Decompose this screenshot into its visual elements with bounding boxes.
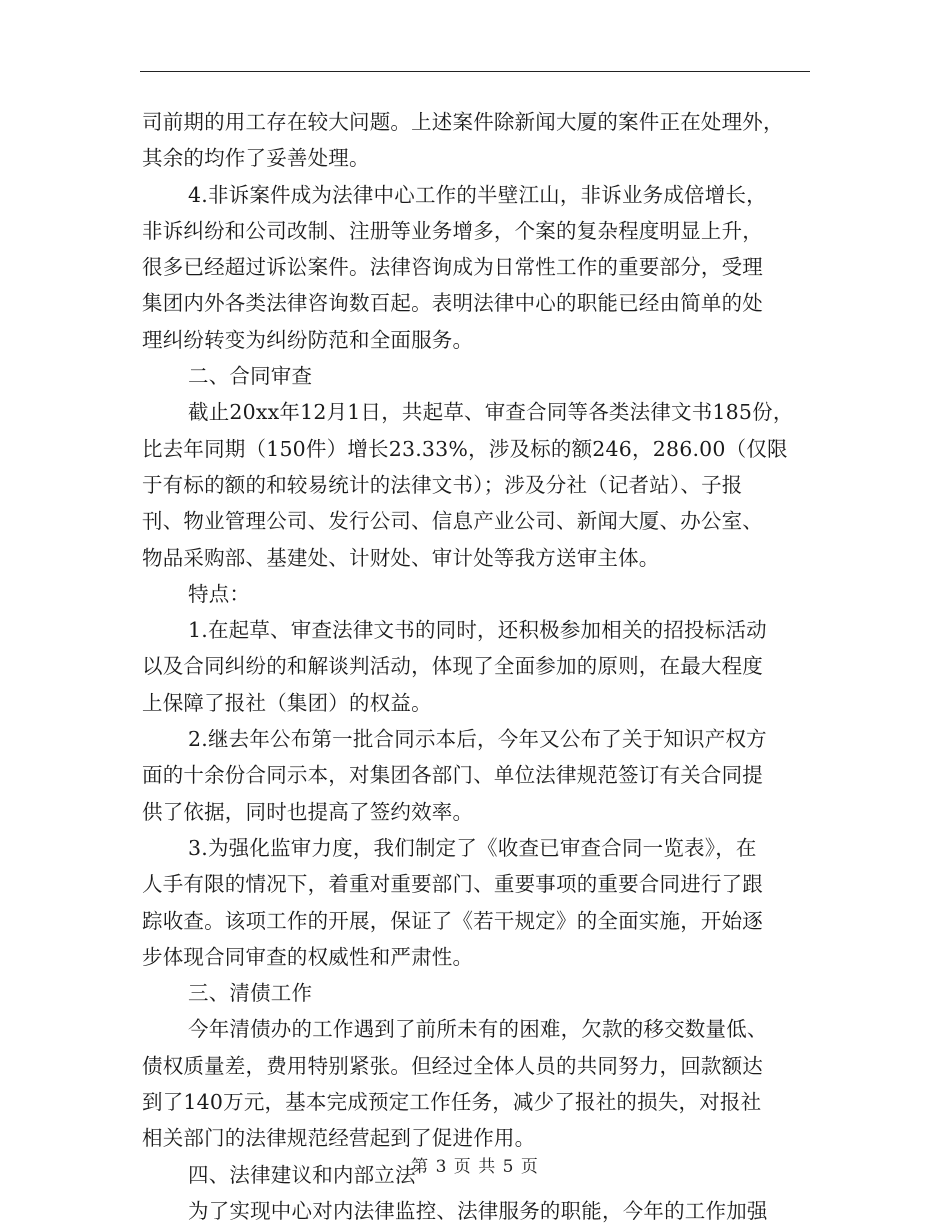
text-line: 面的十余份合同示本，对集团各部门、单位法律规范签订有关合同提 [142,763,763,788]
text-line: 4.非诉案件成为法律中心工作的半壁江山，非诉业务成倍增长， [188,182,767,207]
text-line: 其余的均作了妥善处理。 [142,146,370,171]
text-line: 踪收查。该项工作的开展，保证了《若干规定》的全面实施，开始逐 [142,908,763,933]
text-line: 以及合同纠纷的和解谈判活动，体现了全面参加的原则，在最大程度 [142,654,763,679]
text-line: 集团内外各类法律咨询数百起。表明法律中心的职能已经由简单的处 [142,291,763,316]
text-line: 三、清债工作 [188,981,313,1006]
text-line: 截止20xx年12月1日，共起草、审查合同等各类法律文书185份， [188,400,794,425]
text-line: 司前期的用工存在较大问题。上述案件除新闻大厦的案件正在处理外， [142,110,784,134]
text-line: 四、法律建议和内部立法 [188,1162,416,1187]
text-line: 刊、物业管理公司、发行公司、信息产业公司、新闻大厦、办公室、 [142,509,763,534]
text-line: 二、合同审查 [188,364,313,389]
header-rule [140,71,810,72]
document-body [142,104,810,1229]
text-line: 债权质量差，费用特别紧张。但经过全体人员的共同努力，回款额达 [142,1053,763,1078]
text-line: 今年清债办的工作遇到了前所未有的困难，欠款的移交数量低、 [188,1017,768,1042]
text-line: 步体现合同审查的权威性和严肃性。 [142,944,474,969]
text-line: 1.在起草、审查法律文书的同时，还积极参加相关的招投标活动 [188,618,767,643]
text-line: 2.继去年公布第一批合同示本后，今年又公布了关于知识产权方 [188,727,767,752]
text-line: 特点： [188,581,251,606]
text-line: 于有标的额的和较易统计的法律文书）；涉及分社（记者站）、子报 [142,472,743,497]
text-line: 人手有限的情况下，着重对重要部门、重要事项的重要合同进行了跟 [142,872,763,897]
text-line: 3.为强化监审力度，我们制定了《收查已审查合同一览表》，在 [188,835,757,860]
text-line: 非诉纠纷和公司改制、注册等业务增多，个案的复杂程度明显上升， [142,218,763,243]
text-line: 上保障了报社（集团）的权益。 [142,690,432,715]
text-line: 物品采购部、基建处、计财处、审计处等我方送审主体。 [142,545,660,570]
text-line: 到了140万元，基本完成预定工作任务，减少了报社的损失，对报社 [142,1090,762,1115]
text-line: 相关部门的法律规范经营起到了促进作用。 [142,1126,536,1151]
text-line: 理纠纷转变为纠纷防范和全面服务。 [142,327,474,352]
page-number: 第 3 页 共 5 页 [411,1157,539,1177]
text-line: 供了依据，同时也提高了签约效率。 [142,799,474,824]
text-line: 很多已经超过诉讼案件。法律咨询成为日常性工作的重要部分，受理 [142,255,763,280]
text-line: 比去年同期（150件）增长23.33%，涉及标的额246，286.00（仅限 [142,436,788,461]
text-line: 为了实现中心对内法律监控、法律服务的职能，今年的工作加强 [188,1198,768,1223]
